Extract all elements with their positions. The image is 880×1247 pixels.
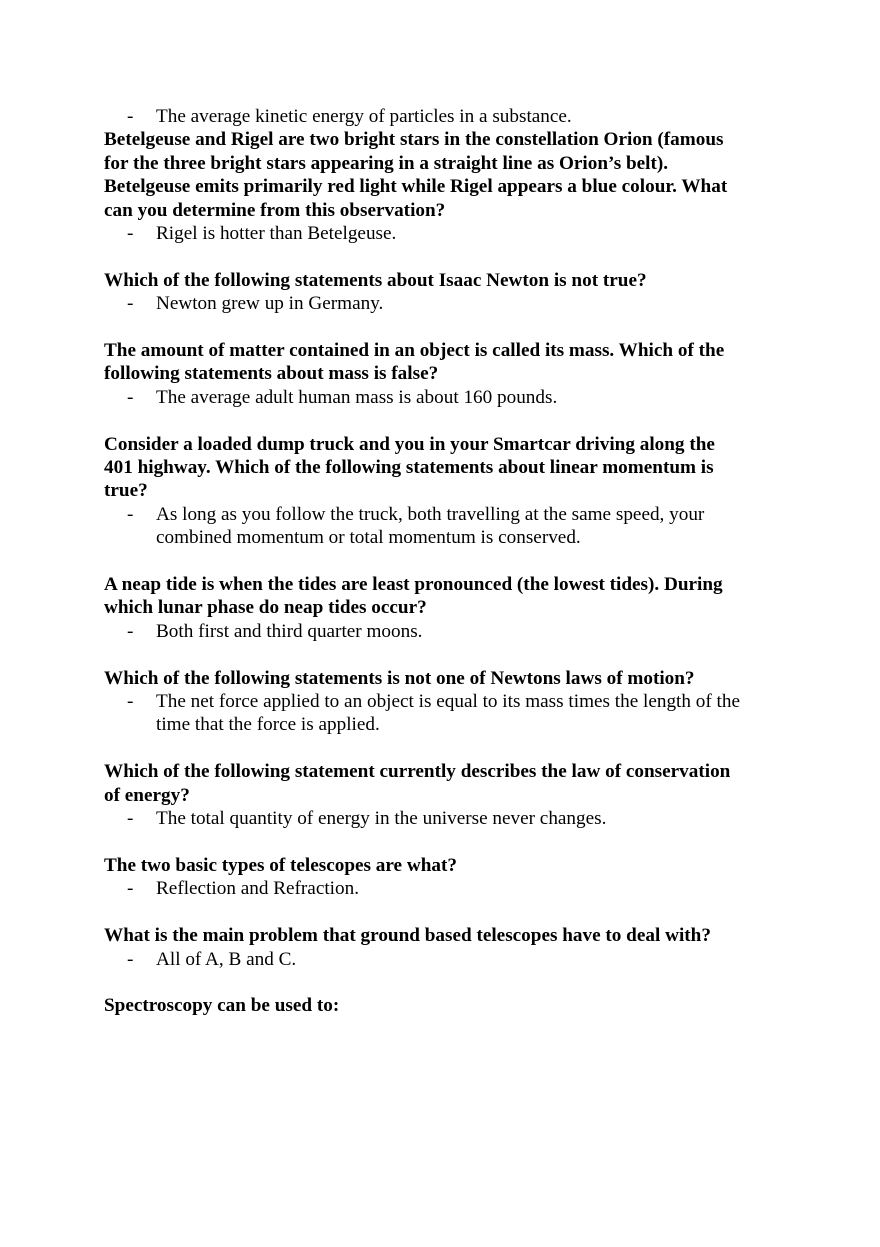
- question-line: which lunar phase do neap tides occur?: [104, 597, 427, 619]
- question-line: following statements about mass is false?: [104, 363, 439, 385]
- question-line: Spectroscopy can be used to:: [104, 995, 340, 1017]
- qa-block: [104, 924, 794, 971]
- question-line: for the three bright stars appearing in a straight line as Orion’s belt).: [104, 152, 669, 174]
- answer-text: The average kinetic energy of particles in a substance.: [156, 106, 572, 127]
- bullet-dash: -: [127, 948, 134, 970]
- answer-text: Both first and third quarter moons.: [156, 620, 423, 642]
- answer-line: [104, 620, 794, 643]
- answer-text: The average adult human mass is about 160 pounds.: [156, 386, 558, 408]
- answer-line: [104, 386, 794, 409]
- answer-line: [104, 807, 794, 830]
- answer-line: [104, 503, 794, 526]
- bullet-dash: -: [127, 106, 134, 127]
- qa-block: [104, 128, 794, 245]
- qa-block: [104, 269, 794, 316]
- qa-block: [104, 339, 794, 409]
- spacer: [104, 245, 794, 268]
- qa-block: [104, 994, 794, 1017]
- answer-text: combined momentum or total momentum is conserved.: [156, 527, 581, 549]
- document-content: [104, 105, 794, 1018]
- answer-line: [104, 526, 794, 549]
- bullet-dash: -: [127, 386, 134, 408]
- question-line: 401 highway. Which of the following statements about linear momentum is: [104, 457, 714, 479]
- bullet-dash: -: [127, 293, 134, 315]
- spacer: [104, 409, 794, 432]
- bullet-dash: -: [127, 503, 134, 525]
- question-line: Which of the following statements about Isaac Newton is not true?: [104, 269, 647, 291]
- bullet-dash: -: [127, 808, 134, 830]
- question-line: Which of the following statement currently describes the law of conservation: [104, 761, 731, 783]
- answer-line: [104, 877, 794, 900]
- bullet-dash: -: [127, 620, 134, 642]
- qa-block: [104, 433, 794, 550]
- qa-block: [104, 854, 794, 901]
- answer-text: The total quantity of energy in the universe never changes.: [156, 808, 607, 830]
- leading-answer: [104, 105, 794, 128]
- answer-line: [104, 713, 794, 736]
- spacer: [104, 737, 794, 760]
- question-line: The two basic types of telescopes are what?: [104, 854, 457, 876]
- question-line: of energy?: [104, 784, 190, 806]
- qa-block: [104, 760, 794, 830]
- question-line: Which of the following statements is not one of Newtons laws of motion?: [104, 667, 695, 689]
- answer-line: [104, 690, 794, 713]
- answer-text: The net force applied to an object is equal to its mass times the length of the: [156, 691, 740, 713]
- answer-text: Rigel is hotter than Betelgeuse.: [156, 223, 397, 245]
- question-line: can you determine from this observation?: [104, 199, 446, 221]
- spacer: [104, 316, 794, 339]
- answer-line: [104, 948, 794, 971]
- question-line: Betelgeuse and Rigel are two bright stars in the constellation Orion (famous: [104, 129, 724, 151]
- answer-text: time that the force is applied.: [156, 714, 380, 736]
- answer-line: [104, 222, 794, 245]
- bullet-dash: -: [127, 691, 134, 713]
- bullet-dash: -: [127, 223, 134, 245]
- qa-block: [104, 573, 794, 643]
- answer-line: [104, 292, 794, 315]
- question-line: true?: [104, 480, 148, 502]
- question-line: Consider a loaded dump truck and you in your Smartcar driving along the: [104, 433, 715, 455]
- question-line: A neap tide is when the tides are least pronounced (the lowest tides). During: [104, 574, 723, 596]
- question-line: Betelgeuse emits primarily red light while Rigel appears a blue colour. What: [104, 176, 728, 198]
- qa-block: [104, 667, 794, 737]
- spacer: [104, 831, 794, 854]
- spacer: [104, 550, 794, 573]
- answer-text: Newton grew up in Germany.: [156, 293, 384, 315]
- question-line: The amount of matter contained in an object is called its mass. Which of the: [104, 340, 725, 362]
- question-line: What is the main problem that ground based telescopes have to deal with?: [104, 925, 711, 947]
- answer-text: As long as you follow the truck, both travelling at the same speed, your: [156, 503, 705, 525]
- answer-text: All of A, B and C.: [156, 948, 297, 970]
- spacer: [104, 971, 794, 994]
- answer-text: Reflection and Refraction.: [156, 878, 359, 900]
- spacer: [104, 901, 794, 924]
- spacer: [104, 643, 794, 666]
- bullet-dash: -: [127, 878, 134, 900]
